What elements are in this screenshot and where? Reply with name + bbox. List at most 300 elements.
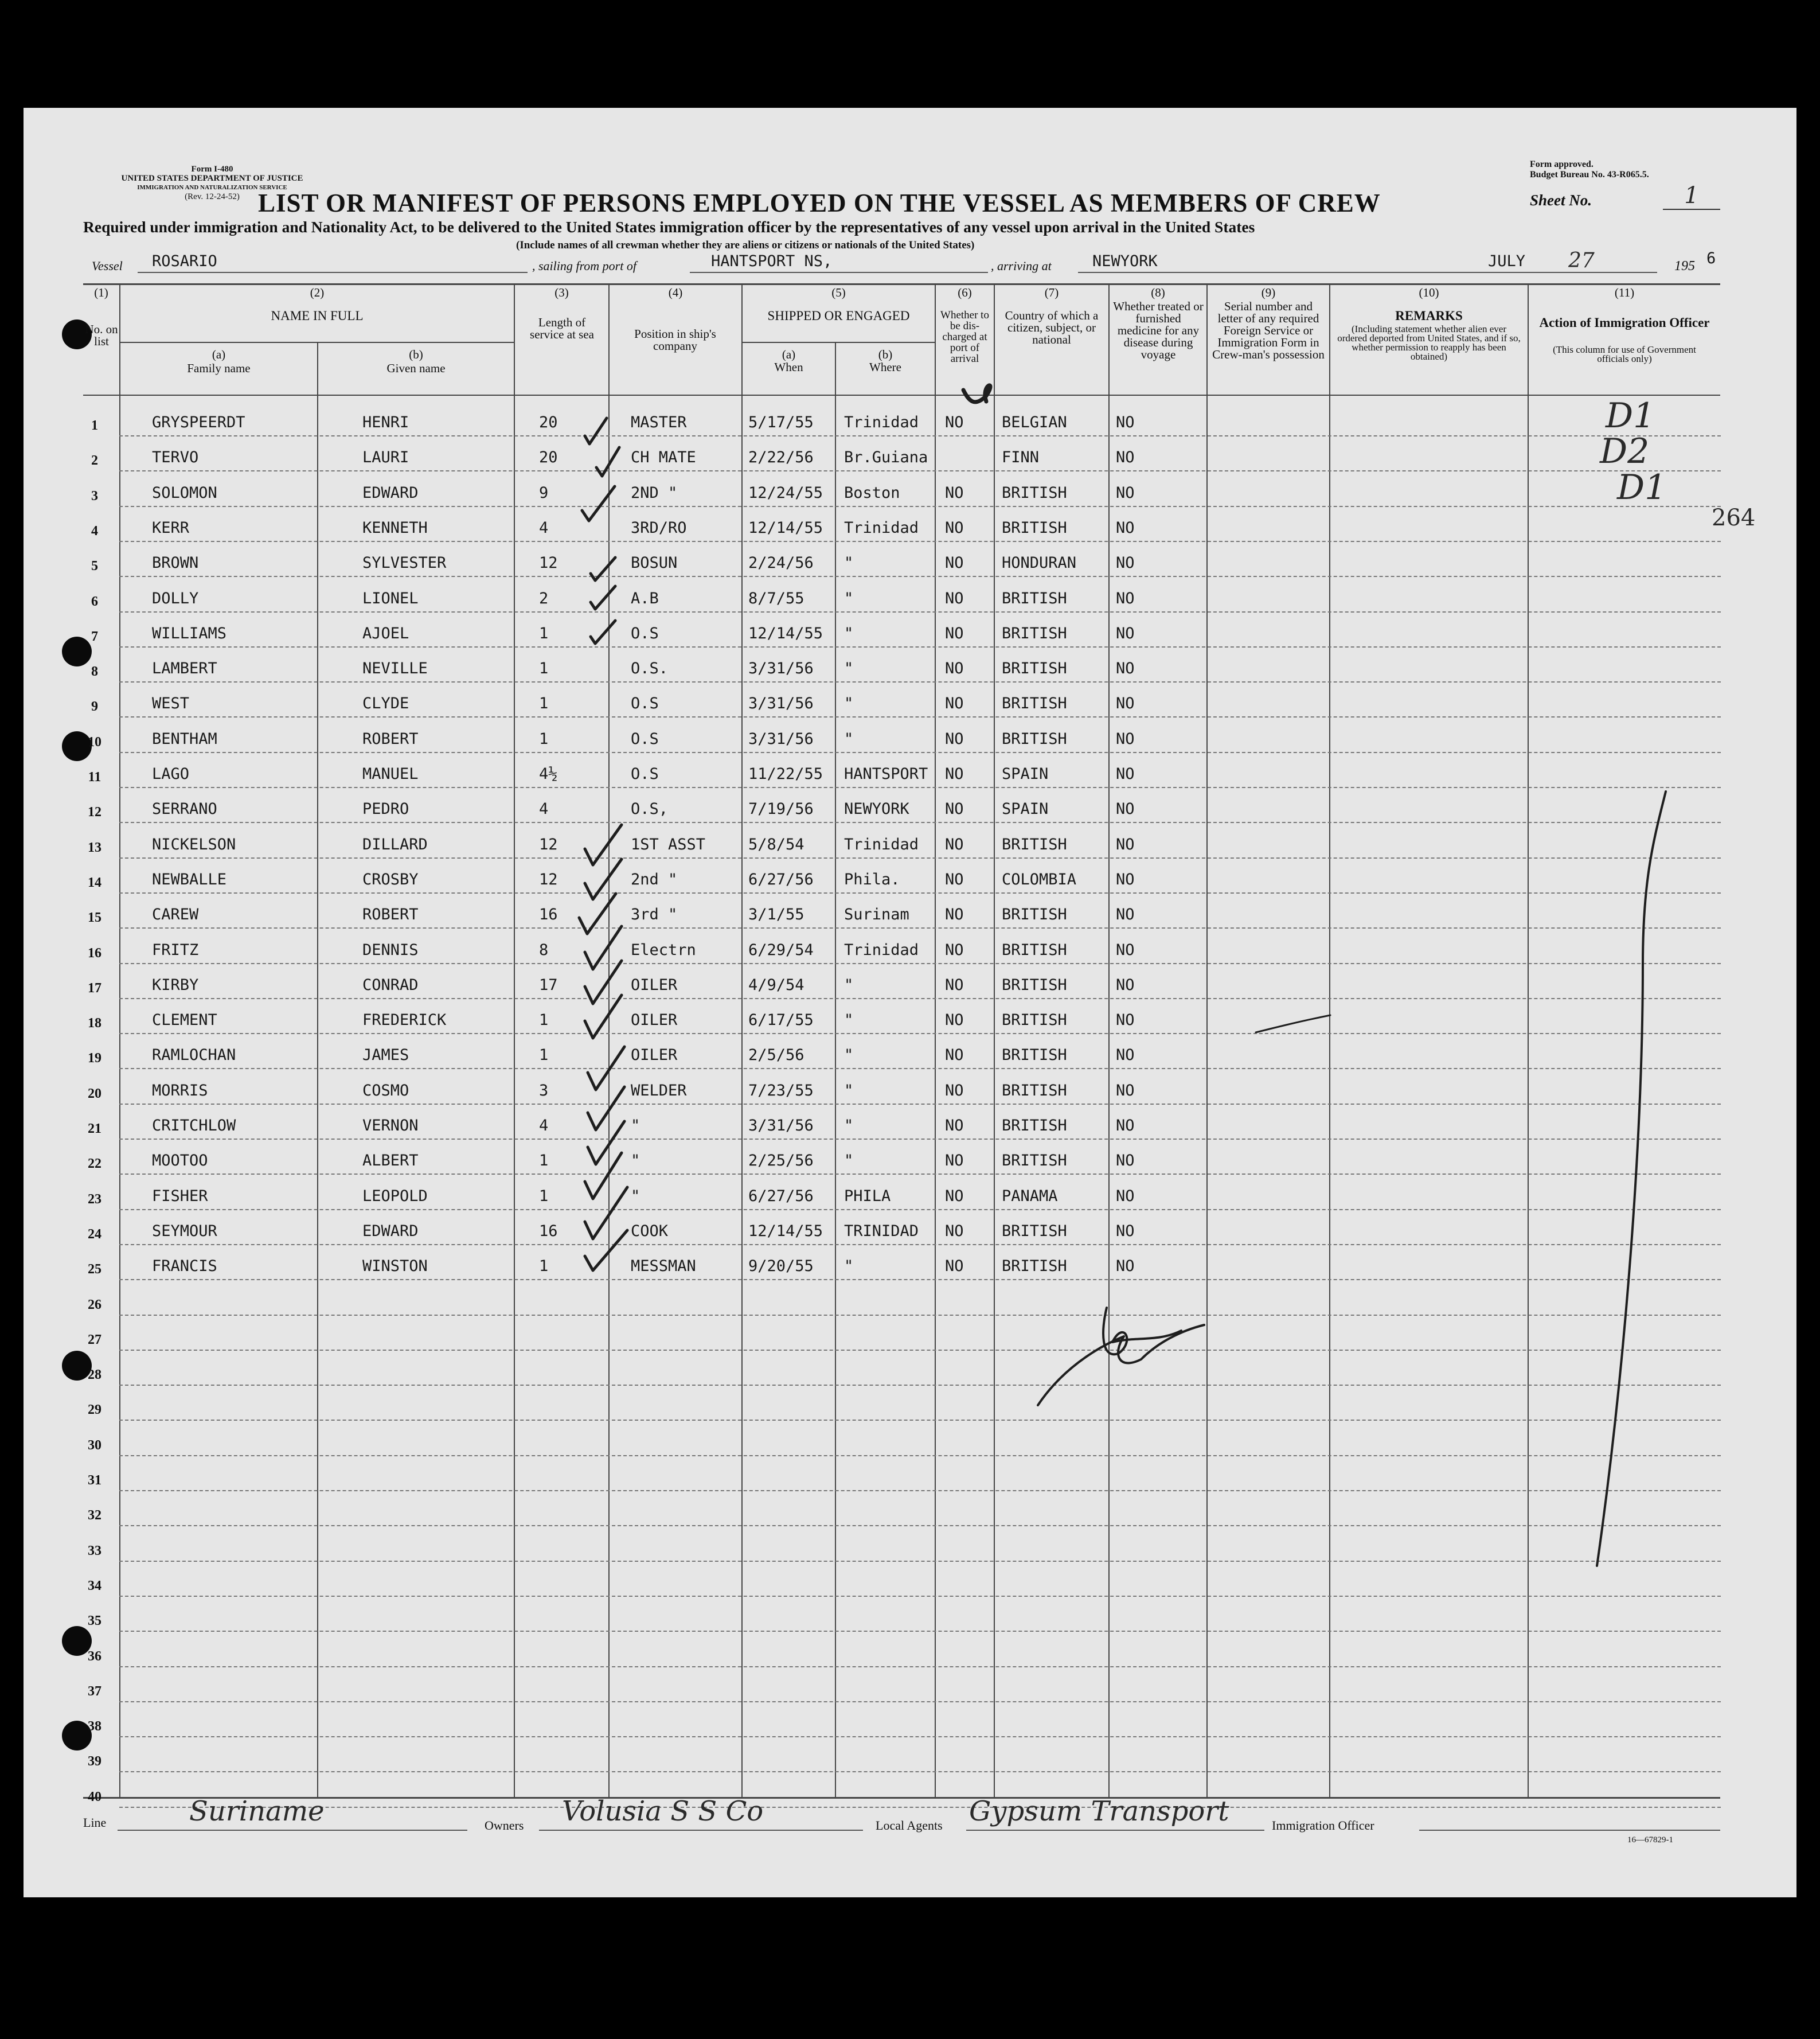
length-of-service: 4 [539,518,549,537]
row-number: 39 [88,1754,101,1769]
service: IMMIGRATION AND NATURALIZATION SERVICE [137,184,287,191]
shipped-when: 3/1/55 [748,906,804,924]
discharge: NO [945,976,964,994]
medicine: NO [1116,624,1135,642]
position: O.S, [631,800,669,818]
shipped-when: 2/22/56 [748,449,814,467]
given-name: COSMO [362,1081,409,1100]
length-of-service: 8 [539,941,549,959]
country: HONDURAN [1002,554,1077,572]
medicine: NO [1116,870,1135,888]
row-number: 23 [88,1191,101,1207]
row-number: 34 [88,1578,101,1593]
medicine: NO [1116,449,1135,467]
discharge: NO [945,730,964,748]
family-name: KIRBY [152,976,199,994]
shipped-where: NEWYORK [844,800,909,818]
shipped-where: " [844,1081,854,1100]
family-name: SEYMOUR [152,1222,217,1240]
length-of-service: 17 [539,976,558,994]
medicine: NO [1116,518,1135,537]
row-number: 28 [88,1367,101,1383]
department: UNITED STATES DEPARTMENT OF JUSTICE [121,174,303,183]
length-of-service: 16 [539,906,558,924]
col-number: (8) [1151,286,1165,299]
row-number: 27 [88,1332,101,1347]
col-discharge: Whether to be dis-charged at port of arrival [940,309,989,365]
form-number: Form I-480 [191,165,233,174]
given-name: FREDERICK [362,1011,447,1030]
position: CH MATE [631,449,696,467]
col-remarks-note: (Including statement whether alien ever ordered deported from United States, and if so, whether permission to reapply has been obtained) [1337,323,1521,362]
given-name: CONRAD [362,976,419,994]
medicine: NO [1116,730,1135,748]
shipped-when: 6/29/54 [748,941,814,959]
country: BRITISH [1002,695,1067,713]
medicine: NO [1116,976,1135,994]
discharge: NO [945,1222,964,1240]
footer-owners-label: Owners [485,1818,524,1833]
shipped-when: 3/31/56 [748,730,814,748]
medicine: NO [1116,941,1135,959]
given-name: AJOEL [362,624,409,642]
family-name: TERVO [152,449,199,467]
length-of-service: 1 [539,1046,549,1065]
length-of-service: 1 [539,1187,549,1205]
shipped-where: Surinam [844,906,909,924]
given-name: LIONEL [362,589,419,607]
row-number: 22 [88,1156,101,1172]
medicine: NO [1116,835,1135,853]
col-number: (3) [554,286,569,299]
given-name: DILLARD [362,835,428,853]
row-number: 6 [91,594,98,609]
discharge: NO [945,518,964,537]
shipped-where: " [844,730,854,748]
row-number: 24 [88,1226,101,1242]
position: 1ST ASST [631,835,706,853]
country: BRITISH [1002,730,1067,748]
family-name: GRYSPEERDT [152,414,245,431]
shipped-where: TRINIDAD [844,1222,919,1240]
action-mark: D1 [1617,467,1667,508]
family-name: BENTHAM [152,730,217,748]
given-name: LEOPOLD [362,1187,428,1205]
discharge: NO [945,660,964,678]
footer-officer-underline [1419,1830,1720,1831]
position: O.S [631,695,659,713]
length-of-service: 1 [539,1011,549,1030]
given-name: ROBERT [362,730,419,748]
family-name: SERRANO [152,800,217,818]
length-of-service: 3 [539,1081,549,1100]
shipped-when: 12/14/55 [748,1222,823,1240]
footer-agents-value: Gypsum Transport [969,1795,1229,1827]
discharge: NO [945,414,964,431]
family-name: RAMLOCHAN [152,1046,236,1065]
col-number: (1) [94,286,108,299]
country: BRITISH [1002,660,1067,678]
col-number: (11) [1614,286,1635,299]
row-number: 30 [88,1437,101,1453]
shipped-where: Br.Guiana [844,449,928,467]
given-name: CROSBY [362,870,419,888]
inclusion-note: (Include names of all crewman whether they are aliens or citizens or nationals of the United States) [516,239,975,251]
given-name: HENRI [362,414,409,431]
row-number: 14 [88,875,101,890]
discharge: NO [945,1011,964,1030]
row-number: 3 [91,488,98,504]
country: BRITISH [1002,624,1067,642]
length-of-service: 12 [539,835,558,853]
col-number: (10) [1419,286,1439,299]
position: BOSUN [631,554,678,572]
length-of-service: 1 [539,624,549,642]
medicine: NO [1116,1011,1135,1030]
medicine: NO [1116,1117,1135,1134]
footer-owners-value: Volusia S S Co [562,1795,764,1827]
shipped-where: " [844,1117,854,1134]
given-name: VERNON [362,1117,419,1134]
discharge: NO [945,554,964,572]
country: BRITISH [1002,1117,1067,1134]
row-number: 35 [88,1613,101,1629]
shipped-where: Trinidad [844,518,919,537]
footer-line-underline [118,1830,467,1831]
col-given-letter: (b) [409,348,423,361]
vessel-label: Vessel [92,259,123,273]
length-of-service: 2 [539,589,549,607]
discharge: NO [945,835,964,853]
shipped-where: " [844,624,854,642]
shipped-when: 6/27/56 [748,870,814,888]
col-number: (9) [1261,286,1276,299]
col-action: Action of Immigration Officer [1539,315,1710,330]
medicine: NO [1116,484,1135,502]
col-number: (4) [668,286,683,299]
shipped-where: PHILA [844,1187,891,1205]
discharge: NO [945,484,964,502]
length-of-service: 16 [539,1222,558,1240]
col-medicine: Whether treated or furnished medicine for any disease during voyage [1113,299,1204,361]
arrival-month: JULY [1488,252,1526,270]
row-number: 17 [88,980,101,996]
country: BRITISH [1002,1152,1067,1170]
family-name: CRITCHLOW [152,1117,236,1134]
sheet-label: Sheet No. [1530,192,1592,209]
col-position: Position in ship's company [634,327,716,353]
shipped-when: 3/31/56 [748,660,814,678]
country: BRITISH [1002,835,1067,853]
medicine: NO [1116,1187,1135,1205]
arrival-port: NEWYORK [1092,252,1158,270]
col-no-on-list: No. on list [85,322,118,348]
row-number: 40 [88,1789,101,1804]
discharge: NO [945,1081,964,1100]
row-number: 2 [91,453,98,469]
col-given-name: Given name [386,361,446,375]
shipped-where: Trinidad [844,835,919,853]
budget-number: Budget Bureau No. 43-R065.5. [1530,170,1649,180]
shipped-when: 5/17/55 [748,414,814,431]
arriving-label: , arriving at [991,259,1052,273]
family-name: LAGO [152,765,190,783]
shipped-when: 3/31/56 [748,695,814,713]
family-name: BROWN [152,554,199,572]
footer-agents-label: Local Agents [876,1818,943,1833]
family-name: WILLIAMS [152,624,227,642]
row-number: 16 [88,945,101,961]
row-number: 29 [88,1402,101,1418]
length-of-service: 4 [539,1117,549,1134]
position: MASTER [631,414,687,431]
col-remarks: REMARKS [1395,309,1463,323]
row-number: 9 [91,699,98,715]
position: O.S. [631,660,669,678]
footer-line-label: Line [83,1815,107,1830]
position: O.S [631,730,659,748]
medicine: NO [1116,1046,1135,1065]
country: BRITISH [1002,518,1067,537]
length-of-service: 20 [539,414,558,431]
family-name: MOOTOO [152,1152,208,1170]
shipped-where: " [844,695,854,713]
family-name: WEST [152,695,190,713]
shipped-when: 5/8/54 [748,835,804,853]
col-number: (7) [1044,286,1059,299]
medicine: NO [1116,1081,1135,1100]
shipped-when: 6/17/55 [748,1011,814,1030]
shipped-where: Boston [844,484,900,502]
discharge: NO [945,589,964,607]
position: Electrn [631,941,696,959]
shipped-where: " [844,589,854,607]
country: BRITISH [1002,484,1067,502]
col-serial: Serial number and letter of any required Foreign Service or Immigration Form in Crew-man's possession [1212,299,1325,361]
row-number: 8 [91,664,98,680]
row-number: 20 [88,1086,101,1101]
row-number: 32 [88,1508,101,1523]
given-name: EDWARD [362,1222,419,1240]
medicine: NO [1116,765,1135,783]
shipped-when: 9/20/55 [748,1257,814,1276]
col-when-letter: (a) [782,348,796,361]
country: BRITISH [1002,1011,1067,1030]
given-name: PEDRO [362,800,409,818]
col-action-note: (This column for use of Government officials only) [1553,344,1696,364]
row-number: 19 [88,1051,101,1066]
medicine: NO [1116,1257,1135,1276]
family-name: KERR [152,518,190,537]
action-mark: D1 [1606,396,1655,436]
discharge: NO [945,624,964,642]
length-of-service: 12 [539,554,558,572]
family-name: MORRIS [152,1081,208,1100]
vessel-name: ROSARIO [152,252,217,270]
row-number: 10 [88,734,101,750]
col-number: (2) [310,286,325,299]
discharge: NO [945,1152,964,1170]
col-when: When [774,360,803,374]
country: BRITISH [1002,1222,1067,1240]
discharge: NO [945,765,964,783]
position: OILER [631,1011,678,1030]
shipped-where: " [844,1152,854,1170]
length-of-service: 20 [539,449,558,467]
footer-agents-underline [966,1830,1264,1831]
given-name: LAURI [362,449,409,467]
row-number: 21 [88,1121,101,1136]
shipped-when: 7/23/55 [748,1081,814,1100]
country: BRITISH [1002,1081,1067,1100]
position: 3rd " [631,906,678,924]
shipped-when: 6/27/56 [748,1187,814,1205]
shipped-when: 3/31/56 [748,1117,814,1134]
country: BRITISH [1002,589,1067,607]
medicine: NO [1116,1152,1135,1170]
shipped-when: 12/14/55 [748,624,823,642]
given-name: JAMES [362,1046,409,1065]
country: PANAMA [1002,1187,1058,1205]
discharge: NO [945,1046,964,1065]
shipped-where: Trinidad [844,941,919,959]
length-of-service: 1 [539,730,549,748]
row-number: 5 [91,559,98,574]
family-name: CLEMENT [152,1011,217,1030]
discharge: NO [945,800,964,818]
given-name: CLYDE [362,695,409,713]
discharge: NO [945,906,964,924]
position: " [631,1117,640,1134]
family-name: LAMBERT [152,660,217,678]
length-of-service: 4 [539,800,549,818]
row-number: 11 [88,770,101,785]
given-name: ALBERT [362,1152,419,1170]
position: MESSMAN [631,1257,696,1276]
position: " [631,1187,640,1205]
col-name-in-full: NAME IN FULL [271,309,364,323]
form-approved: Form approved. [1530,159,1594,169]
footer-owners-underline [539,1830,863,1831]
family-name: FISHER [152,1187,208,1205]
col-family-letter: (a) [212,348,226,361]
shipped-when: 12/24/55 [748,484,823,502]
shipped-where: " [844,976,854,994]
given-name: WINSTON [362,1257,428,1276]
family-name: FRANCIS [152,1257,217,1276]
row-number: 1 [91,418,98,433]
medicine: NO [1116,589,1135,607]
row-number: 15 [88,910,101,926]
medicine: NO [1116,800,1135,818]
print-code: 16—67829-1 [1627,1835,1673,1845]
length-of-service: 12 [539,870,558,888]
shipped-where: " [844,1257,854,1276]
col-number: (5) [831,286,846,299]
row-number: 31 [88,1473,101,1488]
sheet-number: 1 [1663,182,1720,210]
given-name: ROBERT [362,906,419,924]
position: O.S [631,765,659,783]
shipped-when: 2/25/56 [748,1152,814,1170]
col-where: Where [869,360,901,374]
row-number: 25 [88,1262,101,1277]
position: 3RD/RO [631,518,687,537]
page-title: LIST OR MANIFEST OF PERSONS EMPLOYED ON THE VESSEL AS MEMBERS OF CREW [258,189,1381,217]
given-name: MANUEL [362,765,419,783]
length-of-service: 9 [539,484,549,502]
country: BRITISH [1002,1046,1067,1065]
country: BRITISH [1002,1257,1067,1276]
medicine: NO [1116,660,1135,678]
given-name: EDWARD [362,484,419,502]
country: SPAIN [1002,800,1049,818]
position: OILER [631,1046,678,1065]
family-name: NEWBALLE [152,870,227,888]
shipped-when: 8/7/55 [748,589,804,607]
length-of-service: 1 [539,695,549,713]
shipped-when: 12/14/55 [748,518,823,537]
family-name: CAREW [152,906,199,924]
row-number: 33 [88,1543,101,1558]
row-number: 13 [88,840,101,855]
length-of-service: 4½ [539,765,558,783]
row-number: 26 [88,1297,101,1312]
row-number: 7 [91,629,98,644]
action-mark: D2 [1600,431,1650,471]
col-number: (6) [958,286,972,299]
row-number: 36 [88,1648,101,1664]
footer-line-value: Suriname [189,1795,325,1827]
position: COOK [631,1222,669,1240]
discharge: NO [945,1117,964,1134]
shipped-where: " [844,660,854,678]
medicine: NO [1116,906,1135,924]
shipped-where: " [844,1046,854,1065]
sailing-port: HANTSPORT NS, [711,252,833,270]
length-of-service: 1 [539,1257,549,1276]
shipped-where: " [844,1011,854,1030]
arrival-year-digit: 6 [1706,249,1716,267]
country: BELGIAN [1002,414,1067,431]
given-name: NEVILLE [362,660,428,678]
position: 2nd " [631,870,678,888]
row-number: 18 [88,1016,101,1031]
medicine: NO [1116,414,1135,431]
position: 2ND " [631,484,678,502]
col-shipped: SHIPPED OR ENGAGED [767,309,910,323]
family-name: DOLLY [152,589,199,607]
margin-note: 264 [1712,505,1756,531]
discharge: NO [945,695,964,713]
medicine: NO [1116,1222,1135,1240]
col-country: Country of which a citizen, subject, or national [1005,309,1099,346]
row-number: 12 [88,805,101,820]
sailing-label: , sailing from port of [532,259,636,273]
position: OILER [631,976,678,994]
discharge: NO [945,941,964,959]
length-of-service: 1 [539,660,549,678]
shipped-where: Phila. [844,870,900,888]
country: FINN [1002,449,1040,467]
arrival-year-prefix: 195 [1674,259,1695,274]
shipped-where: HANTSPORT [844,765,928,783]
shipped-when: 4/9/54 [748,976,804,994]
col-family-name: Family name [187,361,251,375]
family-name: SOLOMON [152,484,217,502]
country: BRITISH [1002,906,1067,924]
medicine: NO [1116,554,1135,572]
